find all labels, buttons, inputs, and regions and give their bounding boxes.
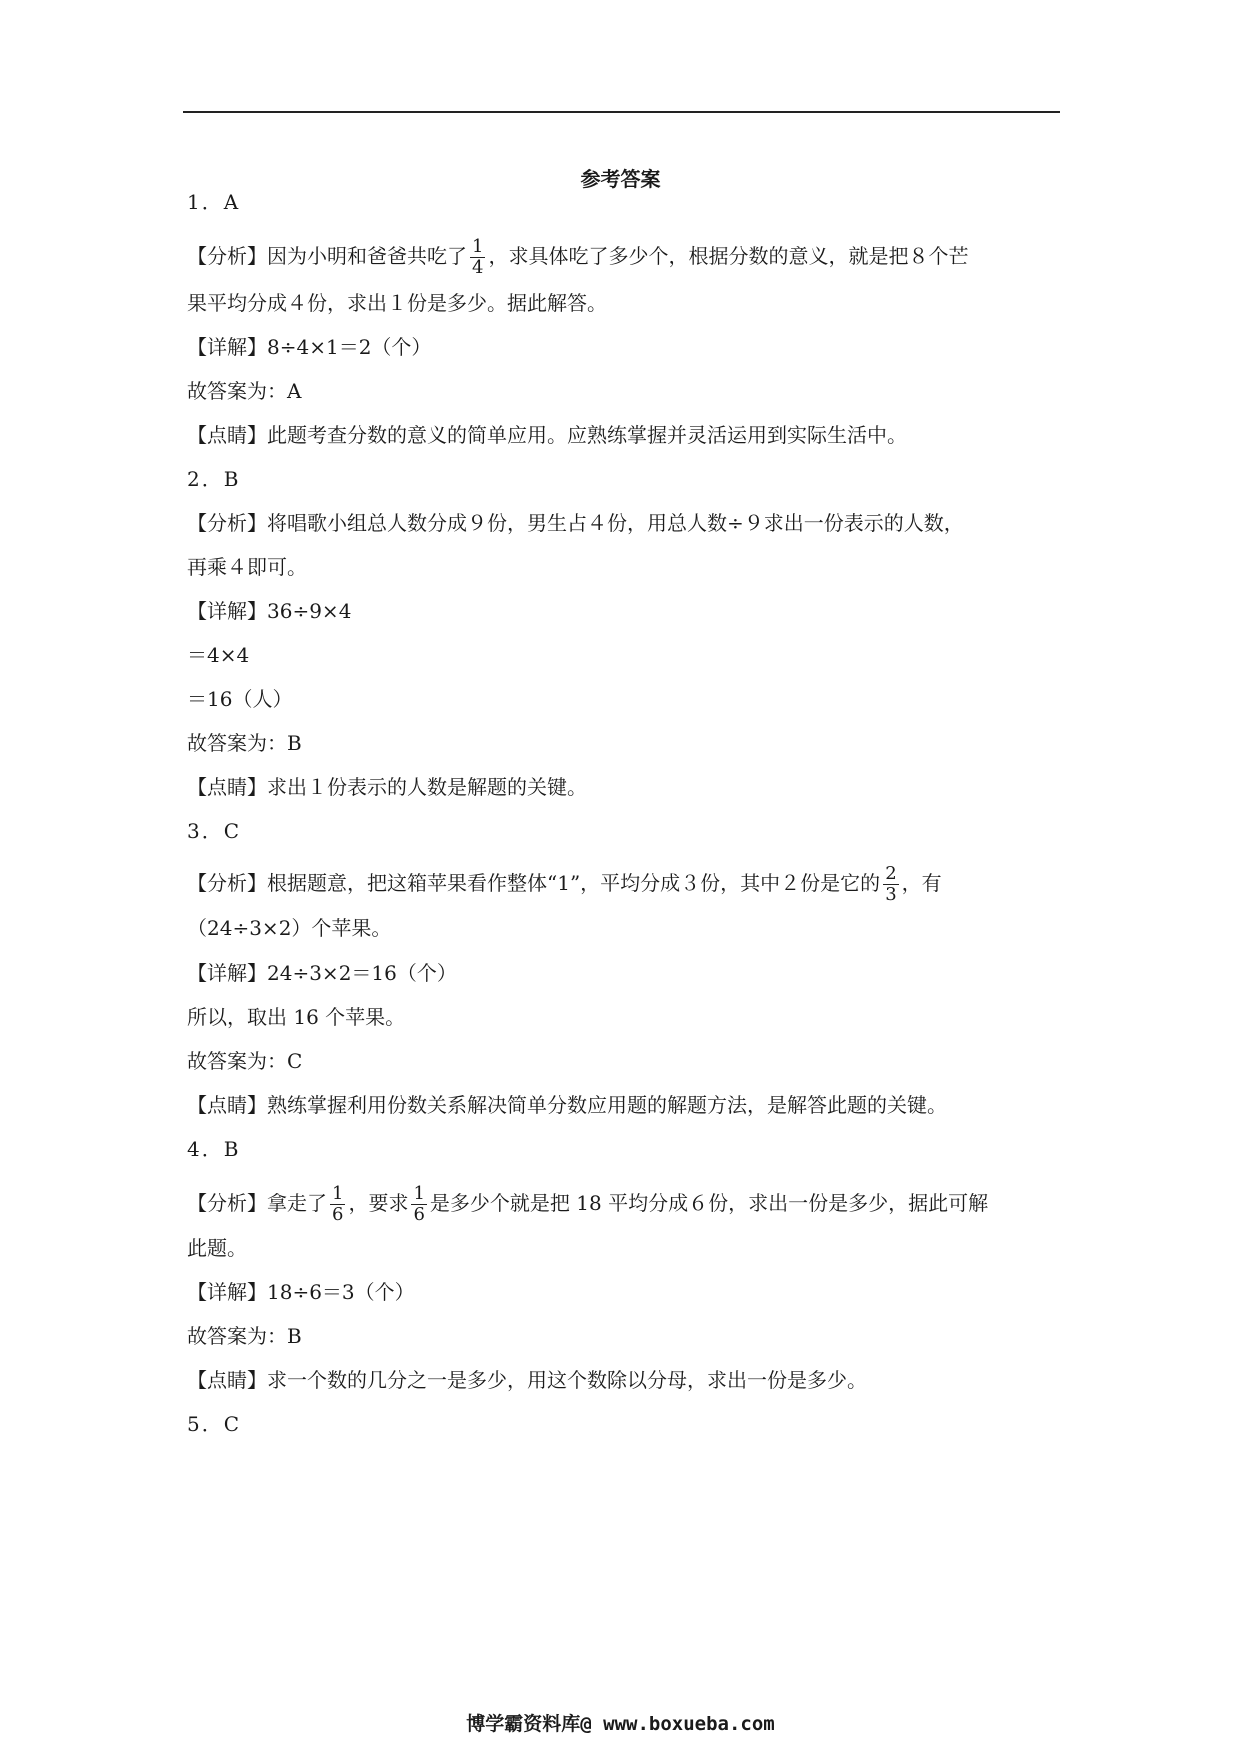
q2-comment: 【点睛】求出１份表示的人数是解题的关键。 <box>187 775 587 799</box>
q3-conclusion: 故答案为：C <box>187 1049 303 1073</box>
q2-analysis-cont: 再乘４即可。 <box>187 555 307 579</box>
q4-conclusion: 故答案为：B <box>187 1324 302 1348</box>
q1-conclusion: 故答案为：A <box>187 379 302 403</box>
q2-conclusion: 故答案为：B <box>187 731 302 755</box>
q3-analysis-cont: （24÷3×2）个苹果。 <box>187 916 392 940</box>
footer-watermark: 博学霸资料库@ www.boxueba.com <box>466 1713 775 1735</box>
q1-analysis-cont: 果平均分成４份，求出１份是多少。据此解答。 <box>187 291 607 315</box>
q3-comment: 【点睛】熟练掌握利用份数关系解决简单分数应用题的解题方法，是解答此题的关键。 <box>187 1093 947 1117</box>
q4-fraction-2: $\frac{1}{6}$ <box>413 1183 425 1225</box>
q1-comment: 【点睛】此题考查分数的意义的简单应用。应熟练掌握并灵活运用到实际生活中。 <box>187 423 907 447</box>
q3-detail: 【详解】24÷3×2＝16（个） <box>187 961 457 985</box>
q1-answer: 1．A <box>187 190 241 214</box>
q5-answer: 5．C <box>187 1412 242 1436</box>
q4-detail: 【详解】18÷6＝3（个） <box>187 1280 415 1304</box>
q4-answer: 4．B <box>187 1137 241 1161</box>
q3-so: 所以，取出 16 个苹果。 <box>187 1005 406 1029</box>
q3-fraction: $\frac{2}{3}$ <box>885 863 897 905</box>
q4-comment: 【点睛】求一个数的几分之一是多少，用这个数除以分母，求出一份是多少。 <box>187 1368 867 1392</box>
q4-fraction-1: $\frac{1}{6}$ <box>332 1183 344 1225</box>
q4-analysis-cont: 此题。 <box>187 1236 247 1260</box>
q1-detail: 【详解】8÷4×1＝2（个） <box>187 335 432 359</box>
q2-detail: 【详解】36÷9×4 <box>187 599 352 623</box>
q3-analysis: 【分析】根据题意，把这箱苹果看作整体“1”，平均分成３份，其中２份是它的 $\frac{2}{3}$ ，有 <box>187 863 942 905</box>
q2-analysis: 【分析】将唱歌小组总人数分成９份，男生占４份，用总人数÷９求出一份表示的人数， <box>187 511 964 535</box>
q2-step-2: ＝16（人） <box>187 687 293 711</box>
q2-answer: 2．B <box>187 467 241 491</box>
q1-fraction: $\frac{1}{4}$ <box>472 236 484 278</box>
q1-analysis: 【分析】因为小明和爸爸共吃了 $\frac{1}{4}$ ，求具体吃了多少个，根据分数的意义，就是把８个芒 <box>187 236 969 278</box>
header-rule <box>183 111 1060 113</box>
q3-answer: 3．C <box>187 819 242 843</box>
q2-step-1: ＝4×4 <box>187 643 250 667</box>
q4-analysis: 【分析】拿走了 $\frac{1}{6}$ ，要求 $\frac{1}{6}$ 是多少个就是把 18 平均分成６份，求出一份是多少，据此可解 <box>187 1183 989 1225</box>
page-title: 参考答案 <box>580 167 661 191</box>
